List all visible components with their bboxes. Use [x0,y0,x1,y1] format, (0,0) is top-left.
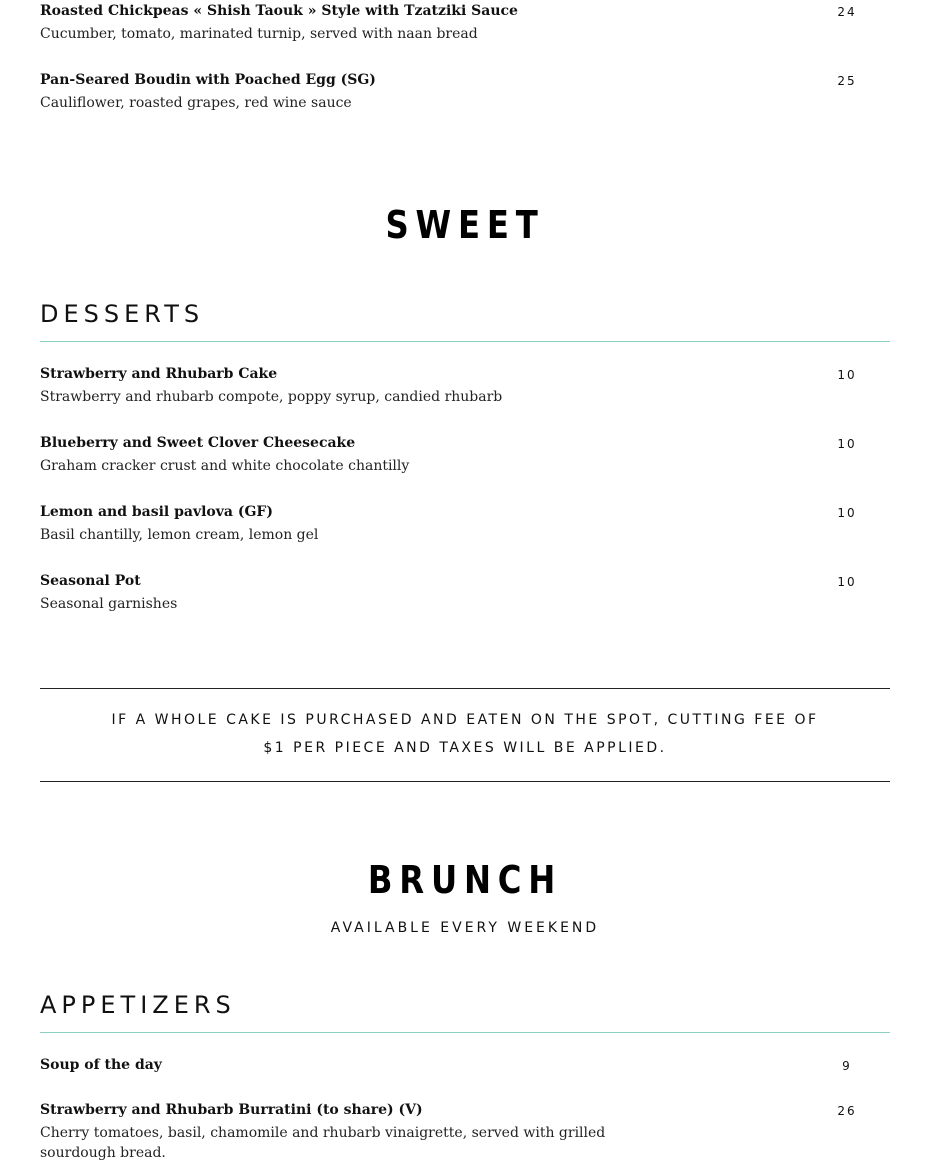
section-title-sweet: SWEET [385,203,545,247]
item-name: Lemon and basil pavlova (GF) [40,504,273,520]
menu-item [40,70,860,113]
menu-item [40,1055,860,1075]
item-description: Cauliflower, roasted grapes, red wine sauce [40,95,352,111]
menu-item [40,1100,860,1163]
item-price: 24 [837,5,857,19]
item-description: Strawberry and rhubarb compote, poppy syrup, candied rhubarb [40,389,503,405]
item-name: Seasonal Pot [40,573,141,589]
divider [40,1032,890,1033]
item-name: Blueberry and Sweet Clover Cheesecake [40,435,356,451]
notice-bottom-rule [40,781,890,782]
item-name: Strawberry and Rhubarb Burratini (to share) (V) [40,1102,423,1118]
item-description: Cucumber, tomato, marinated turnip, served with naan bread [40,26,478,42]
item-price: 26 [837,1104,857,1118]
item-name: Soup of the day [40,1057,162,1073]
cake-notice [0,706,930,762]
item-name: Pan-Seared Boudin with Poached Egg (SG) [40,72,376,88]
brunch-subtitle: AVAILABLE EVERY WEEKEND [330,920,600,936]
item-price: 9 [842,1059,852,1073]
item-price: 10 [837,437,857,451]
divider [40,341,890,342]
menu-item [40,364,860,407]
item-price: 25 [837,74,857,88]
item-name: Strawberry and Rhubarb Cake [40,366,278,382]
notice-top-rule [40,688,890,689]
menu-item [40,433,860,476]
item-name: Roasted Chickpeas « Shish Taouk » Style with Tzatziki Sauce [40,3,518,19]
item-price: 10 [837,575,857,589]
menu-item [40,502,860,545]
menu-item [40,571,860,614]
notice-line: $1 PER PIECE AND TAXES WILL BE APPLIED. [263,740,667,756]
item-description: Graham cracker crust and white chocolate chantilly [40,458,410,474]
desserts-heading: DESSERTS [40,300,205,328]
item-price: 10 [837,506,857,520]
item-description: Seasonal garnishes [40,596,178,612]
appetizers-heading: APPETIZERS [40,991,236,1019]
item-price: 10 [837,368,857,382]
item-description: Cherry tomatoes, basil, chamomile and rhubarb vinaigrette, served with grilled sourdough bread. [40,1125,606,1161]
section-title-brunch: BRUNCH [367,858,563,902]
menu-item [40,1,860,44]
item-description: Basil chantilly, lemon cream, lemon gel [40,527,319,543]
notice-line: IF A WHOLE CAKE IS PURCHASED AND EATEN ON THE SPOT, CUTTING FEE OF [111,712,819,728]
